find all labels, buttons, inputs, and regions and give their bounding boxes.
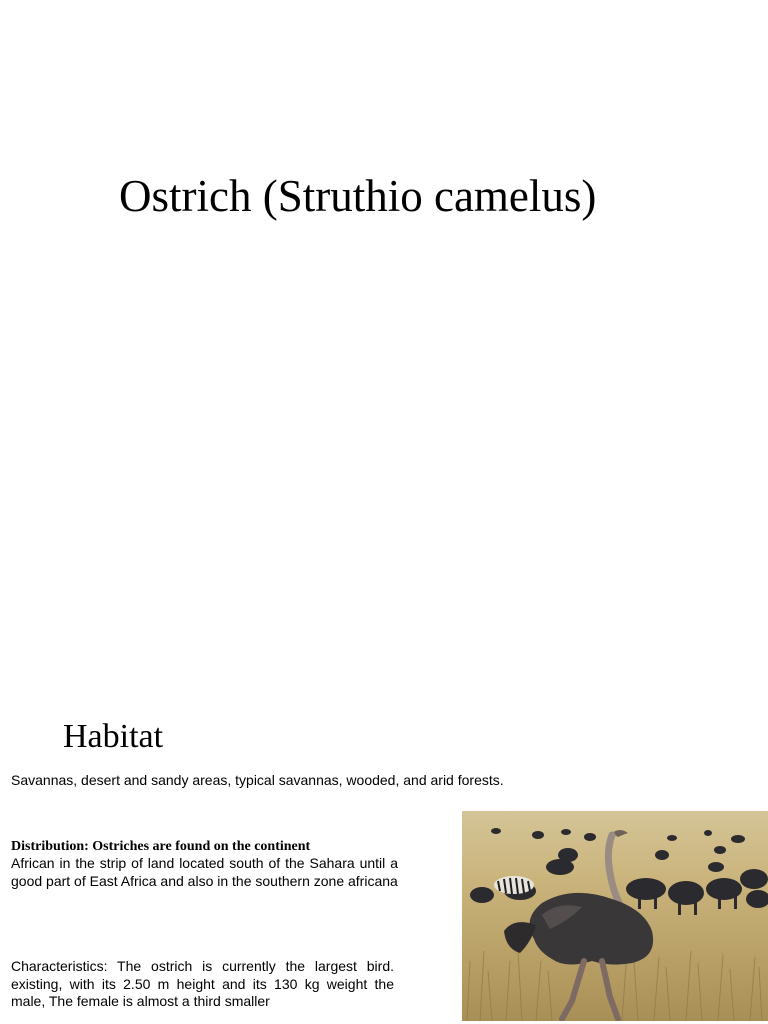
characteristics-paragraph: Characteristics: The ostrich is currently the largest bird. existing, with its 2.50 m height and its 130 kg weight the male, The female is almost a third smaller bbox=[11, 958, 394, 1009]
habitat-heading: Habitat bbox=[63, 718, 164, 755]
zebra bbox=[494, 876, 534, 894]
slide-title: Ostrich (Struthio camelus) bbox=[119, 171, 597, 221]
ostrich-photo bbox=[462, 811, 768, 1021]
ostrich-savanna-image bbox=[462, 811, 768, 1021]
distribution-paragraph bbox=[11, 838, 398, 890]
habitat-text: Savannas, desert and sandy areas, typical savannas, wooded, and arid forests. bbox=[11, 772, 504, 788]
distribution-lead: Distribution: Ostriches are found on the continent bbox=[11, 839, 311, 854]
distribution-body: African in the strip of land located south of the Sahara until a good part of East Africa and also in the southern zone africana bbox=[11, 855, 398, 889]
